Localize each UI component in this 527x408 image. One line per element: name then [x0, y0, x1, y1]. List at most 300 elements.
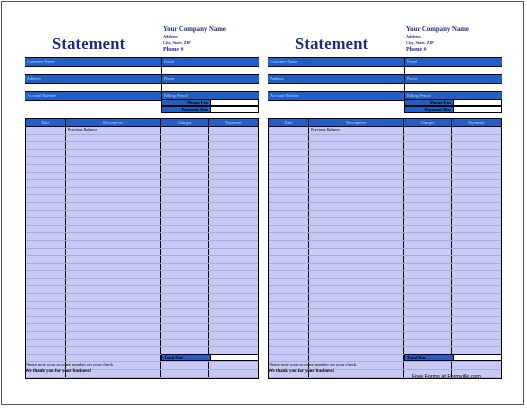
table-row[interactable]	[26, 135, 258, 143]
table-row[interactable]	[269, 271, 501, 279]
table-cell[interactable]	[404, 264, 452, 271]
table-cell[interactable]	[66, 211, 161, 218]
table-cell[interactable]	[269, 355, 309, 362]
table-cell[interactable]	[452, 188, 501, 195]
table-row[interactable]	[26, 302, 258, 310]
table-cell[interactable]	[26, 355, 66, 362]
table-cell[interactable]	[269, 249, 309, 256]
table-row[interactable]	[26, 173, 258, 181]
payment-due-field[interactable]	[211, 106, 259, 113]
total-due-field[interactable]	[454, 354, 502, 361]
table-row[interactable]	[269, 218, 501, 226]
table-cell[interactable]	[452, 165, 501, 172]
table-cell[interactable]	[26, 173, 66, 180]
table-cell[interactable]	[309, 233, 404, 240]
total-due-field[interactable]	[211, 354, 259, 361]
table-cell[interactable]	[309, 256, 404, 263]
table-cell[interactable]	[452, 142, 501, 149]
table-cell[interactable]	[269, 256, 309, 263]
table-cell[interactable]	[26, 218, 66, 225]
table-cell[interactable]	[309, 165, 404, 172]
c1[interactable]	[26, 127, 66, 134]
table-cell[interactable]	[309, 347, 404, 354]
table-cell[interactable]	[209, 362, 258, 369]
info-row[interactable]	[25, 58, 259, 67]
table-cell[interactable]	[452, 256, 501, 263]
table-row[interactable]	[26, 324, 258, 332]
table-cell[interactable]	[269, 317, 309, 324]
c4[interactable]	[452, 127, 501, 134]
table-row[interactable]	[269, 302, 501, 310]
phone-fax-field[interactable]	[454, 99, 502, 106]
table-row[interactable]	[269, 203, 501, 211]
table-row[interactable]	[269, 211, 501, 219]
table-cell[interactable]	[269, 165, 309, 172]
table-cell[interactable]	[209, 249, 258, 256]
table-cell[interactable]	[309, 264, 404, 271]
table-cell[interactable]	[309, 317, 404, 324]
table-row[interactable]	[269, 142, 501, 150]
table-cell[interactable]	[269, 226, 309, 233]
table-row[interactable]	[26, 256, 258, 264]
table-row[interactable]	[269, 241, 501, 249]
table-cell[interactable]	[269, 157, 309, 164]
table-cell[interactable]	[161, 150, 209, 157]
table-cell[interactable]	[209, 195, 258, 202]
table-cell[interactable]	[269, 180, 309, 187]
table-cell[interactable]	[404, 157, 452, 164]
table-cell[interactable]	[66, 286, 161, 293]
table-cell[interactable]	[404, 286, 452, 293]
table-cell[interactable]	[209, 256, 258, 263]
table-cell[interactable]	[404, 249, 452, 256]
c1[interactable]	[269, 127, 309, 134]
table-cell[interactable]	[269, 241, 309, 248]
table-cell[interactable]	[309, 340, 404, 347]
table-cell[interactable]	[452, 203, 501, 210]
table-cell[interactable]	[404, 135, 452, 142]
table-cell[interactable]	[404, 309, 452, 316]
table-row[interactable]	[26, 203, 258, 211]
table-cell[interactable]	[404, 188, 452, 195]
table-cell[interactable]	[209, 271, 258, 278]
table-cell[interactable]	[66, 203, 161, 210]
table-row[interactable]	[269, 256, 501, 264]
table-cell[interactable]	[269, 279, 309, 286]
table-cell[interactable]	[404, 173, 452, 180]
table-cell[interactable]	[309, 271, 404, 278]
table-cell[interactable]	[66, 249, 161, 256]
table-cell[interactable]	[269, 286, 309, 293]
table-cell[interactable]	[161, 370, 209, 377]
table-cell[interactable]	[26, 135, 66, 142]
table-cell[interactable]	[309, 173, 404, 180]
table-row[interactable]	[269, 127, 501, 135]
table-cell[interactable]	[26, 142, 66, 149]
table-cell[interactable]	[161, 309, 209, 316]
table-cell[interactable]	[309, 226, 404, 233]
table-row[interactable]	[269, 309, 501, 317]
table-cell[interactable]	[404, 256, 452, 263]
table-cell[interactable]	[66, 279, 161, 286]
table-cell[interactable]	[452, 332, 501, 339]
table-cell[interactable]	[161, 302, 209, 309]
table-row[interactable]	[26, 150, 258, 158]
table-cell[interactable]	[452, 340, 501, 347]
table-cell[interactable]	[161, 173, 209, 180]
c4[interactable]	[209, 127, 258, 134]
table-cell[interactable]	[161, 294, 209, 301]
table-cell[interactable]	[26, 286, 66, 293]
table-cell[interactable]	[452, 279, 501, 286]
table-cell[interactable]	[26, 195, 66, 202]
table-cell[interactable]	[161, 233, 209, 240]
table-cell[interactable]	[452, 249, 501, 256]
table-cell[interactable]	[404, 180, 452, 187]
table-cell[interactable]	[309, 279, 404, 286]
table-cell[interactable]	[452, 218, 501, 225]
table-row[interactable]	[26, 157, 258, 165]
table-row[interactable]	[26, 195, 258, 203]
table-cell[interactable]	[404, 165, 452, 172]
table-cell[interactable]	[209, 241, 258, 248]
table-cell[interactable]	[161, 135, 209, 142]
table-cell[interactable]	[161, 317, 209, 324]
table-row[interactable]	[269, 173, 501, 181]
table-cell[interactable]	[309, 241, 404, 248]
table-row[interactable]	[26, 294, 258, 302]
table-cell[interactable]	[26, 180, 66, 187]
table-cell[interactable]	[269, 347, 309, 354]
info-row[interactable]	[25, 67, 259, 75]
table-cell[interactable]	[452, 362, 501, 369]
table-cell[interactable]	[404, 241, 452, 248]
table-cell[interactable]	[161, 362, 209, 369]
table-cell[interactable]	[209, 294, 258, 301]
c3[interactable]	[161, 127, 209, 134]
table-cell[interactable]	[452, 226, 501, 233]
table-cell[interactable]	[404, 226, 452, 233]
table-cell[interactable]	[66, 142, 161, 149]
table-row[interactable]	[269, 188, 501, 196]
table-cell[interactable]	[66, 165, 161, 172]
table-cell[interactable]	[452, 264, 501, 271]
table-cell[interactable]	[66, 195, 161, 202]
table-row[interactable]	[269, 279, 501, 287]
table-cell[interactable]	[26, 233, 66, 240]
table-cell[interactable]	[269, 264, 309, 271]
table-row[interactable]	[269, 317, 501, 325]
table-row[interactable]	[26, 233, 258, 241]
table-cell[interactable]	[209, 173, 258, 180]
table-cell[interactable]	[209, 286, 258, 293]
table-cell[interactable]	[404, 233, 452, 240]
table-cell[interactable]	[452, 271, 501, 278]
table-cell[interactable]	[66, 226, 161, 233]
table-cell[interactable]	[269, 309, 309, 316]
table-cell[interactable]	[161, 165, 209, 172]
table-row[interactable]	[26, 241, 258, 249]
table-cell[interactable]	[26, 302, 66, 309]
table-cell[interactable]	[404, 195, 452, 202]
table-cell[interactable]	[309, 294, 404, 301]
table-cell[interactable]	[452, 286, 501, 293]
table-cell[interactable]	[161, 218, 209, 225]
table-cell[interactable]	[269, 188, 309, 195]
table-cell[interactable]	[66, 355, 161, 362]
table-cell[interactable]	[209, 135, 258, 142]
table-cell[interactable]	[66, 256, 161, 263]
table-cell[interactable]	[209, 317, 258, 324]
table-row[interactable]	[269, 157, 501, 165]
table-row[interactable]	[269, 332, 501, 340]
table-cell[interactable]	[26, 294, 66, 301]
table-cell[interactable]	[161, 157, 209, 164]
table-cell[interactable]	[26, 279, 66, 286]
table-cell[interactable]	[161, 271, 209, 278]
previous-balance-cell[interactable]: Previous Balance	[309, 127, 404, 134]
table-cell[interactable]	[209, 302, 258, 309]
table-row[interactable]	[26, 264, 258, 272]
table-row[interactable]	[269, 286, 501, 294]
table-row[interactable]	[26, 226, 258, 234]
c3[interactable]	[404, 127, 452, 134]
table-cell[interactable]	[404, 150, 452, 157]
table-cell[interactable]	[269, 195, 309, 202]
table-cell[interactable]	[161, 324, 209, 331]
table-row[interactable]	[269, 340, 501, 348]
table-cell[interactable]	[452, 302, 501, 309]
table-cell[interactable]	[26, 241, 66, 248]
table-row[interactable]	[26, 188, 258, 196]
table-cell[interactable]	[66, 173, 161, 180]
table-cell[interactable]	[209, 309, 258, 316]
table-cell[interactable]	[269, 332, 309, 339]
table-cell[interactable]	[209, 340, 258, 347]
info-row[interactable]	[25, 84, 259, 92]
table-cell[interactable]	[161, 203, 209, 210]
table-cell[interactable]	[269, 302, 309, 309]
table-cell[interactable]	[404, 340, 452, 347]
table-cell[interactable]	[26, 264, 66, 271]
table-cell[interactable]	[66, 233, 161, 240]
table-cell[interactable]	[269, 142, 309, 149]
table-cell[interactable]	[26, 249, 66, 256]
table-cell[interactable]	[161, 256, 209, 263]
table-cell[interactable]	[309, 286, 404, 293]
table-cell[interactable]	[404, 211, 452, 218]
table-cell[interactable]	[209, 370, 258, 377]
table-row[interactable]	[26, 332, 258, 340]
table-cell[interactable]	[26, 226, 66, 233]
table-cell[interactable]	[309, 332, 404, 339]
table-cell[interactable]	[452, 309, 501, 316]
table-row[interactable]	[26, 165, 258, 173]
table-row[interactable]	[26, 309, 258, 317]
table-cell[interactable]	[309, 249, 404, 256]
table-cell[interactable]	[404, 347, 452, 354]
table-cell[interactable]	[161, 264, 209, 271]
table-row[interactable]	[269, 233, 501, 241]
table-row[interactable]	[26, 180, 258, 188]
table-cell[interactable]	[452, 135, 501, 142]
table-cell[interactable]	[404, 317, 452, 324]
table-cell[interactable]	[269, 324, 309, 331]
table-row[interactable]	[26, 142, 258, 150]
table-cell[interactable]	[66, 317, 161, 324]
table-cell[interactable]	[209, 203, 258, 210]
table-cell[interactable]	[452, 195, 501, 202]
table-cell[interactable]	[309, 188, 404, 195]
table-cell[interactable]	[209, 165, 258, 172]
table-cell[interactable]	[66, 241, 161, 248]
table-cell[interactable]	[161, 340, 209, 347]
info-row[interactable]	[25, 75, 259, 84]
table-cell[interactable]	[404, 302, 452, 309]
table-cell[interactable]	[209, 180, 258, 187]
table-cell[interactable]	[269, 211, 309, 218]
phone-fax-field[interactable]	[211, 99, 259, 106]
table-cell[interactable]	[309, 302, 404, 309]
table-cell[interactable]	[309, 195, 404, 202]
table-row[interactable]	[269, 249, 501, 257]
table-cell[interactable]	[452, 150, 501, 157]
table-cell[interactable]	[161, 211, 209, 218]
table-cell[interactable]	[26, 309, 66, 316]
table-cell[interactable]	[161, 279, 209, 286]
table-cell[interactable]	[161, 188, 209, 195]
table-cell[interactable]	[404, 279, 452, 286]
table-row[interactable]	[26, 127, 258, 135]
table-cell[interactable]	[269, 150, 309, 157]
table-cell[interactable]	[66, 264, 161, 271]
table-cell[interactable]	[269, 218, 309, 225]
table-cell[interactable]	[452, 347, 501, 354]
info-row[interactable]	[268, 58, 502, 67]
table-cell[interactable]	[309, 157, 404, 164]
table-cell[interactable]	[66, 218, 161, 225]
table-cell[interactable]	[209, 332, 258, 339]
table-cell[interactable]	[209, 188, 258, 195]
table-cell[interactable]	[66, 302, 161, 309]
table-row[interactable]	[26, 249, 258, 257]
table-cell[interactable]	[161, 347, 209, 354]
table-cell[interactable]	[452, 233, 501, 240]
table-cell[interactable]	[66, 135, 161, 142]
table-cell[interactable]	[452, 173, 501, 180]
table-cell[interactable]	[269, 135, 309, 142]
table-cell[interactable]	[209, 211, 258, 218]
table-row[interactable]	[269, 324, 501, 332]
table-cell[interactable]	[161, 286, 209, 293]
table-cell[interactable]	[26, 340, 66, 347]
table-cell[interactable]	[269, 173, 309, 180]
info-row[interactable]	[268, 67, 502, 75]
table-cell[interactable]	[309, 180, 404, 187]
table-cell[interactable]	[26, 157, 66, 164]
table-cell[interactable]	[26, 332, 66, 339]
table-cell[interactable]	[66, 188, 161, 195]
table-row[interactable]	[26, 211, 258, 219]
table-cell[interactable]	[26, 271, 66, 278]
table-cell[interactable]	[26, 188, 66, 195]
table-cell[interactable]	[26, 317, 66, 324]
table-cell[interactable]	[209, 157, 258, 164]
table-cell[interactable]	[209, 324, 258, 331]
table-cell[interactable]	[209, 218, 258, 225]
table-cell[interactable]	[66, 157, 161, 164]
table-cell[interactable]	[269, 294, 309, 301]
info-row[interactable]	[268, 75, 502, 84]
table-cell[interactable]	[309, 203, 404, 210]
table-cell[interactable]	[66, 150, 161, 157]
table-row[interactable]	[269, 294, 501, 302]
table-cell[interactable]	[452, 241, 501, 248]
table-cell[interactable]	[309, 309, 404, 316]
table-cell[interactable]	[66, 309, 161, 316]
table-row[interactable]	[269, 165, 501, 173]
table-cell[interactable]	[209, 279, 258, 286]
table-cell[interactable]	[404, 203, 452, 210]
table-cell[interactable]	[452, 157, 501, 164]
table-cell[interactable]	[26, 150, 66, 157]
table-cell[interactable]	[66, 347, 161, 354]
table-cell[interactable]	[269, 340, 309, 347]
table-cell[interactable]	[309, 135, 404, 142]
table-cell[interactable]	[209, 142, 258, 149]
info-row[interactable]	[268, 84, 502, 92]
table-cell[interactable]	[269, 271, 309, 278]
table-cell[interactable]	[309, 218, 404, 225]
table-cell[interactable]	[161, 142, 209, 149]
table-cell[interactable]	[209, 226, 258, 233]
table-row[interactable]	[269, 226, 501, 234]
table-cell[interactable]	[66, 332, 161, 339]
payment-due-field[interactable]	[454, 106, 502, 113]
table-cell[interactable]	[404, 332, 452, 339]
table-cell[interactable]	[26, 324, 66, 331]
table-cell[interactable]	[269, 233, 309, 240]
table-cell[interactable]	[209, 150, 258, 157]
table-row[interactable]	[269, 135, 501, 143]
table-cell[interactable]	[66, 271, 161, 278]
table-cell[interactable]	[26, 203, 66, 210]
table-cell[interactable]	[161, 241, 209, 248]
table-cell[interactable]	[66, 294, 161, 301]
table-row[interactable]	[26, 271, 258, 279]
table-cell[interactable]	[209, 264, 258, 271]
table-row[interactable]	[269, 180, 501, 188]
table-cell[interactable]	[309, 324, 404, 331]
table-cell[interactable]	[66, 180, 161, 187]
table-cell[interactable]	[161, 249, 209, 256]
table-cell[interactable]	[452, 294, 501, 301]
table-cell[interactable]	[452, 180, 501, 187]
table-cell[interactable]	[404, 294, 452, 301]
table-cell[interactable]	[452, 317, 501, 324]
table-cell[interactable]	[26, 211, 66, 218]
table-cell[interactable]	[26, 256, 66, 263]
table-cell[interactable]	[26, 347, 66, 354]
table-row[interactable]	[26, 218, 258, 226]
table-cell[interactable]	[209, 233, 258, 240]
table-row[interactable]	[26, 340, 258, 348]
table-row[interactable]	[26, 279, 258, 287]
table-cell[interactable]	[309, 150, 404, 157]
table-cell[interactable]	[161, 180, 209, 187]
table-cell[interactable]	[309, 142, 404, 149]
table-cell[interactable]	[404, 362, 452, 369]
